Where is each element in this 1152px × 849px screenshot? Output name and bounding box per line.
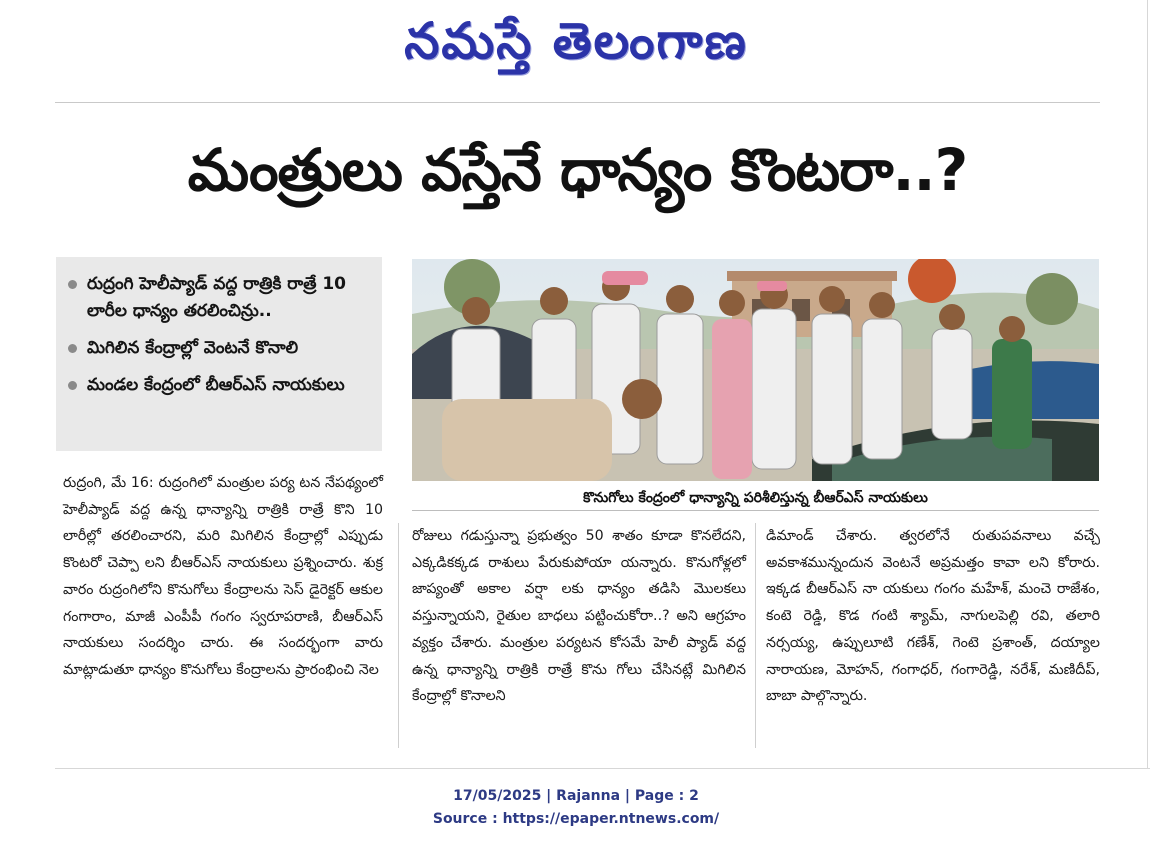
highlights-box [56,257,382,451]
article-headline: మంత్రులు వస్తేనే ధాన్యం కొంటరా..? [187,136,968,204]
article-paragraph: డిమాండ్ చేశారు. త్వరలోనే రుతుపవనాలు వచ్చే అవకాశమున్నందున వెంటనే అప్రమత్తం కావా లని కోరారు. ఇక్కడ బీఆర్ఎస్ నా యకులు గంగం మహేశ్, మంచె రాజేశం, కంటె రెడ్డి, కొడ గంటి శ్యామ్, నాగులపెల్లి రవి, తలారి నర్సయ్య, ఉప్పులూటి గణేశ్, గెంటె ప్రశాంత్, దయ్యాల నారాయణ, మోహన్, గంగాధర్, గంగారెడ్డి, నరేశ్, మణిదీప్, బాబా పాల్గొన్నారు. [766,528,1100,705]
article-column-3 [766,523,1100,710]
bullet-icon [68,344,77,353]
highlight-text: రుద్రంగి హెలీప్యాడ్ వద్ద రాత్రికి రాత్రే 10 లారీల ధాన్యం తరలించిన్రు.. [87,274,346,321]
masthead-divider [55,102,1100,103]
column-divider [755,523,756,748]
photo-caption: కొనుగోలు కేంద్రంలో ధాన్యాన్ని పరిశీలిస్తున్న బీఆర్ఎస్ నాయకులు [583,490,928,506]
highlight-text: మిగిలిన కేంద్రాల్లో వెంటనే కొనాలి [87,338,299,358]
footer-divider [55,768,1150,769]
footer-source-link[interactable]: Source : https://epaper.ntnews.com/ [432,811,720,827]
article-paragraph: రుద్రంగి, మే 16: రుద్రంగిలో మంత్రుల పర్య టన నేపథ్యంలో హెలీప్యాడ్ వద్ద ఉన్న ధాన్యాన్ని రాత్రికి రాత్రే కొని 10 లారీల్లో తరలించారని, మరి మిగిలిన కేంద్రాల్లో ఎప్పుడు కొంటరో చెప్పా లని బీఆర్ఎస్ నాయకులు ప్రశ్నించారు. శుక్ర వారం రుద్రంగిలోని కొనుగోలు కేంద్రాలను సెస్ డైరెక్టర్ ఆకుల గంగారాం, మాజీ ఎంపీపీ గంగం స్వరూపరాణి, బీఆర్ఎస్ నాయకులు సందర్శిం చారు. ఈ సందర్భంగా వారు మాట్లాడుతూ ధాన్యం కొనుగోలు కేంద్రాలను ప్రారంభించి నెల [63,475,383,678]
highlight-text: మండల కేంద్రంలో బీఆర్ఎస్ నాయకులు [87,375,345,395]
bullet-icon [68,280,77,289]
column-divider [398,523,399,748]
highlight-item [68,271,372,325]
page-edge-divider [1147,0,1148,768]
photo-illustration [412,259,1099,481]
footer-date-edition: 17/05/2025 | Rajanna | Page : 2 [453,788,699,804]
article-column-2 [412,523,746,710]
highlight-item [68,335,372,362]
article-paragraph: రోజులు గడుస్తున్నా ప్రభుత్వం 50 శాతం కూడా కొనలేదని, ఎక్కడికక్కడ రాశులు పేరుకుపోయా యన్నారు. కొనుగోళ్లలో జాప్యంతో అకాల వర్షా లకు ధాన్యం తడిసి మొలకలు వస్తున్నాయని, రైతుల బాధలు పట్టించుకోరా..? అని ఆగ్రహం వ్యక్తం చేశారు. మంత్రుల పర్యటన కోసమే హెలీ ప్యాడ్ వద్ద ఉన్న ధాన్యాన్ని రాత్రికి రాత్రే కొను గోలు చేసినట్లే మిగిలిన కేంద్రాల్లో కొనాలని [412,528,746,705]
article-column-1 [63,470,383,684]
caption-divider [412,510,1099,511]
bullet-icon [68,381,77,390]
newspaper-masthead: నమస్తే తెలంగాణ [404,11,748,70]
highlight-item [68,372,372,399]
news-photo [412,259,1099,481]
